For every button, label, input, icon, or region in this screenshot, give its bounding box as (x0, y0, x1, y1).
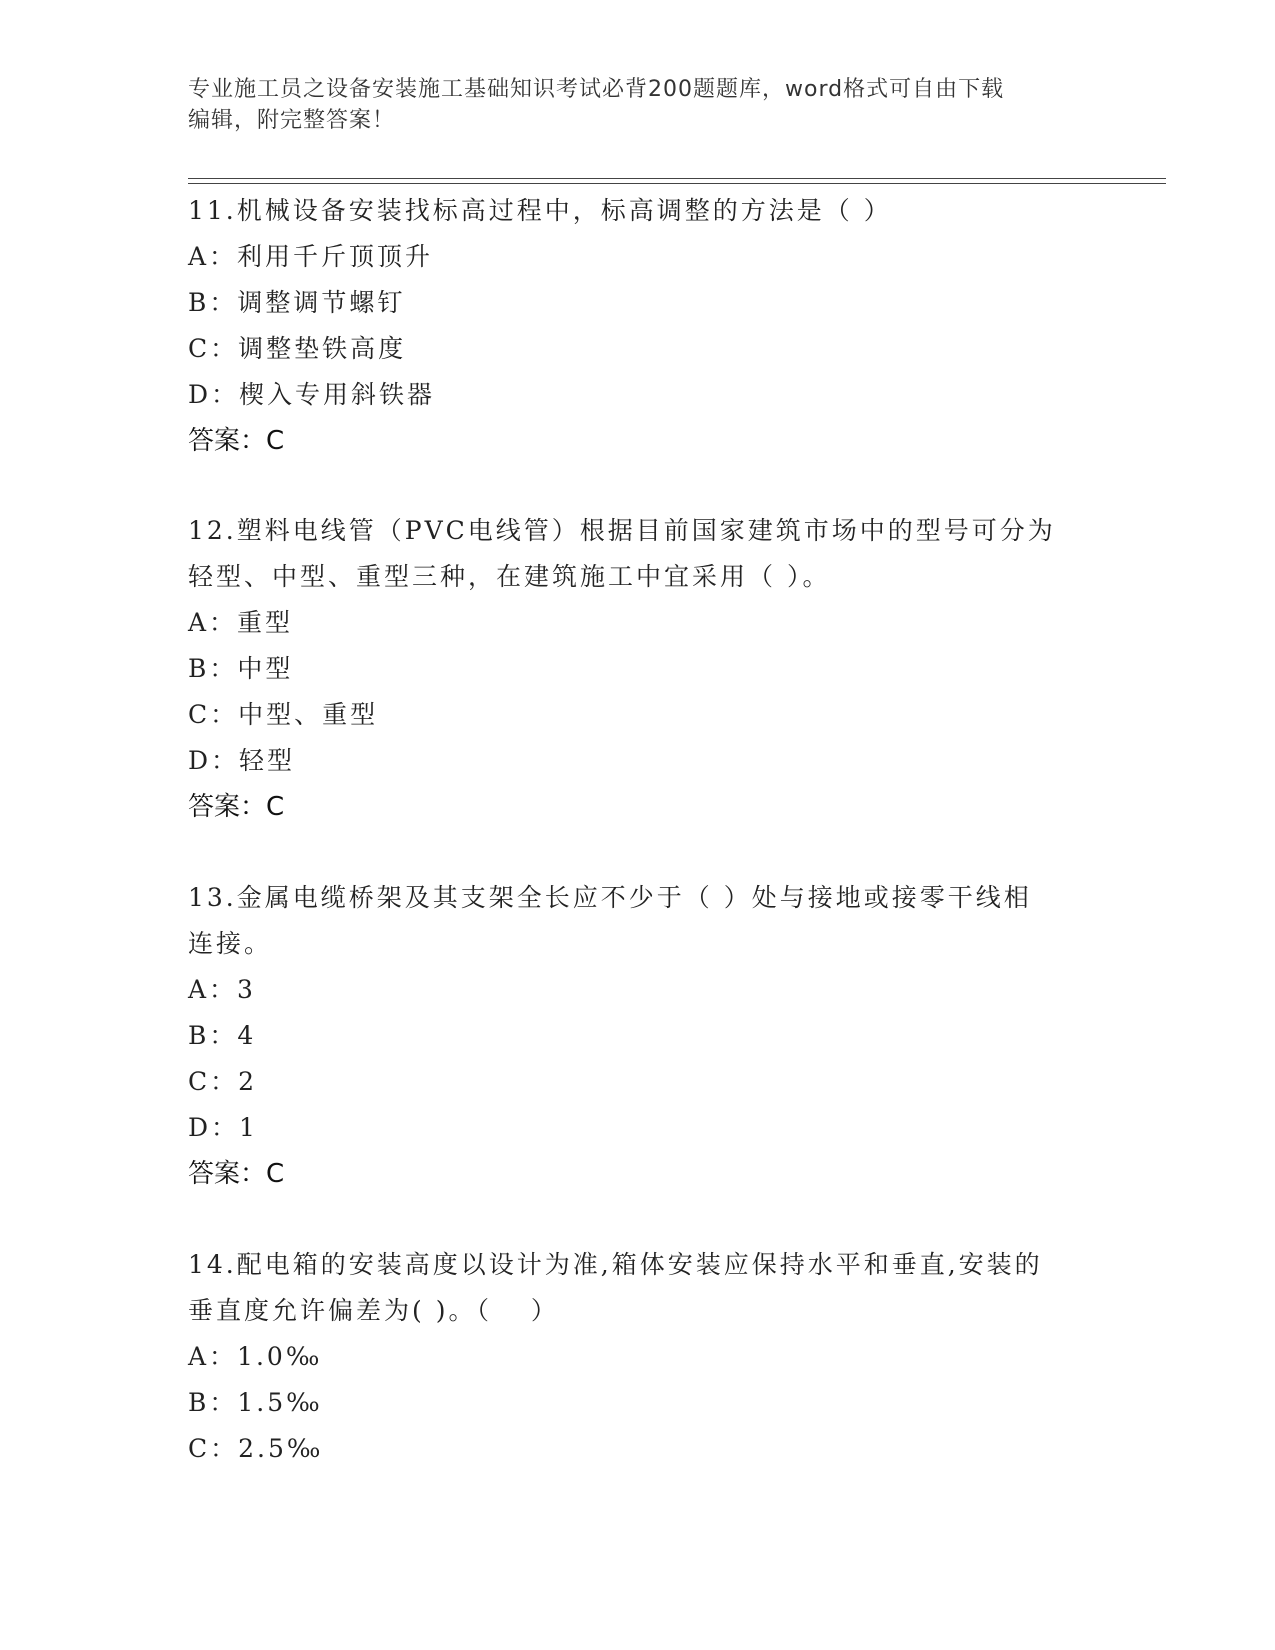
question-14 (188, 1242, 1088, 1472)
option-d: D：1 (188, 1113, 258, 1142)
option-a: A：重型 (188, 608, 294, 637)
option-a: A：3 (188, 975, 256, 1004)
question-12 (188, 508, 1088, 830)
answer: 答案：C (188, 1159, 285, 1189)
header-divider-top (188, 178, 1166, 179)
answer: 答案：C (188, 426, 285, 456)
document-header (188, 74, 1068, 136)
question-stem: 11.机械设备安装找标高过程中，标高调整的方法是（ ） (188, 196, 892, 225)
option-c: C：2 (188, 1067, 258, 1096)
header-line-1: 专业施工员之设备安装施工基础知识考试必背200题题库，word格式可自由下载 (188, 77, 1005, 102)
question-stem-line-2: 垂直度允许偏差为( )。（ ） (188, 1296, 559, 1325)
question-13 (188, 875, 1088, 1197)
answer: 答案：C (188, 792, 285, 822)
option-a: A：利用千斤顶顶升 (188, 242, 434, 271)
header-line-2: 编辑，附完整答案！ (188, 108, 396, 133)
question-stem-line-2: 连接。 (188, 929, 273, 958)
question-11 (188, 188, 1088, 464)
option-a: A：1.0‰ (188, 1342, 323, 1371)
question-stem-line-1: 12.塑料电线管（PVC电线管）根据目前国家建筑市场中的型号可分为 (188, 516, 1056, 545)
option-b: B：调整调节螺钉 (188, 288, 406, 317)
header-divider-bottom (188, 183, 1166, 184)
option-c: C：中型、重型 (188, 700, 379, 729)
option-b: B：中型 (188, 654, 294, 683)
question-stem-line-2: 轻型、中型、重型三种，在建筑施工中宜采用（ ）。 (188, 562, 831, 591)
option-d: D：楔入专用斜铁器 (188, 380, 436, 409)
option-c: C：2.5‰ (188, 1434, 324, 1463)
option-b: B：1.5‰ (188, 1388, 323, 1417)
option-c: C：调整垫铁高度 (188, 334, 407, 363)
option-d: D：轻型 (188, 746, 296, 775)
question-stem-line-1: 13.金属电缆桥架及其支架全长应不少于（ ）处与接地或接零干线相 (188, 883, 1032, 912)
option-b: B：4 (188, 1021, 257, 1050)
question-stem-line-1: 14.配电箱的安装高度以设计为准,箱体安装应保持水平和垂直,安装的 (188, 1250, 1043, 1279)
